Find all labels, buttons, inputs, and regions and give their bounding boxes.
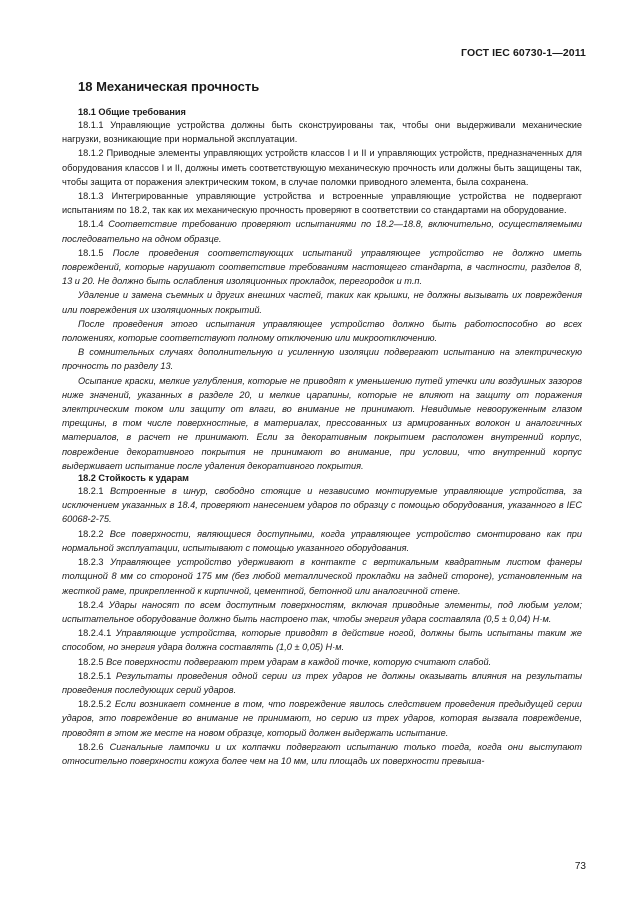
clause-number: 18.1.5: [78, 247, 104, 258]
clause-text: Управляющие устройства, которые приводят в действие ногой, должны быть испытаны таким же способом, но энергия удара должна составлять (1,0 ± 0,05) Н·м.: [62, 628, 582, 653]
clause-number: 18.2.1: [78, 486, 104, 497]
paragraph-18-1-3: 18.1.3 Интегрированные управляющие устройства и встроенные управляющие устройства не подвергают испытаниям по 18.2, так как их механическую прочность проверяют в соответствии со стандартами на оборудование.: [62, 191, 582, 216]
paragraph-18-1-2: 18.1.2 Приводные элементы управляющих устройств классов I и II и управляющих устройств, предназначенных для оборудования классов I и II, должны иметь соответствующую механическую прочность или должны быть защищены так, чтобы защита от поражения электрическим током, в случае поломки приводного элемента, была сохранена.: [62, 148, 582, 187]
clause-number: 18.2.2: [78, 528, 104, 539]
page-number: 73: [574, 861, 586, 872]
clause-number: 18.2.4.1: [78, 628, 112, 639]
paragraph-18-2-2: [62, 527, 582, 555]
paragraph-18-2-5-1: [62, 669, 582, 697]
clause-text: Удары наносят по всем доступным поверхностям, включая приводные элементы, под любым углом; испытательное оборудование должно быть настроено так, чтобы энергия удара составляла (0,5 ± 0,04) Н·м.: [62, 599, 582, 624]
clause-text: Управляющее устройство удерживают в контакте с вертикальным квадратным листом фанеры толщиной 8 мм со стороной 175 мм (без любой металлической прокладки на задней стороне), установленным на жесткой раме, прикрепленной к кирпичной, цементной, бетонной или аналогичной стене.: [62, 557, 582, 596]
clause-number: 18.2.5.2: [78, 699, 112, 710]
page-content: [62, 79, 582, 768]
clause-text: Все поверхности подвергают трем ударам в каждой точке, которую считают слабой.: [106, 656, 492, 667]
paragraph-18-2-5: [62, 655, 582, 669]
clause-text: Сигнальные лампочки и их колпачки подвергают испытанию только тогда, когда они выступают относительно поверхности кожуха более чем на 10 мм, или площадь их поверхности превыша-: [62, 741, 582, 766]
paragraph-18-2-5-2: [62, 697, 582, 740]
clause-number: 18.2.5.1: [78, 670, 112, 681]
clause-text: Результаты проведения одной серии из трех ударов не должны оказывать влияния на результаты проведения последующих серий ударов.: [62, 670, 582, 695]
clause-text: Все поверхности, являющиеся доступными, когда управляющее устройство смонтировано как при нормальной эксплуатации, испытывают с помощью указанного оборудования.: [62, 528, 582, 553]
clause-number: 18.2.3: [78, 557, 104, 568]
standard-header: ГОСТ IEC 60730-1—2011: [461, 47, 586, 59]
clause-number: 18.2.6: [78, 741, 104, 752]
subsection-title-18-2: 18.2 Стойкость к ударам: [78, 473, 189, 484]
paragraph-18-2-6: [62, 740, 582, 768]
clause-text: После проведения соответствующих испытаний управляющее устройство не должно иметь повреждений, которые нарушают соответствие требованиям настоящего стандарта, в частности, разделов 8, 13 и 20. Не должно быть ослабления изоляционных прокладок, перегородок и т.п.: [62, 247, 583, 287]
section-title: 18 Механическая прочность: [78, 79, 260, 94]
clause-number: 18.1.4: [78, 219, 104, 230]
paragraph-18-1-1: 18.1.1 Управляющие устройства должны быть сконструированы так, чтобы они выдерживали механические нагрузки, возникающие при нормальной эксплуатации.: [62, 120, 582, 145]
clause-text: Если возникает сомнение в том, что повреждение явилось следствием проведения предыдущей серии ударов, это повреждение во внимание не принимают, но серию из трех ударов, которая вызвала повреждение, проводят в этом же месте на новом образце, который должен выдержать испытание.: [62, 699, 582, 738]
clause-text: Встроенные в шнур, свободно стоящие и независимо монтируемые управляющие устройства, за исключением указанных в 18.4, проверяют нанесением ударов по образцу с помощью оборудования, указанного в IEC 60068-2-75.: [62, 486, 582, 525]
subsection-title-18-1: 18.1 Общие требования: [78, 107, 186, 117]
clause-text: Соответствие требованию проверяют испытаниями по 18.2—18.8, включительно, осуществляемыми последовательно на одном образце.: [62, 219, 582, 244]
paragraph-18-2-1: [62, 484, 582, 527]
clause-number: 18.2.5: [78, 656, 104, 667]
paragraph-removal: Удаление и замена съемных и других внешних частей, таких как крышки, не должны вызывать их повреждения или повреждения их изоляционных покрытий.: [62, 290, 582, 315]
paragraph-18-1-4: [62, 217, 582, 245]
clause-number: 18.2.4: [78, 599, 104, 610]
paragraph-18-2-4: [62, 598, 582, 626]
paragraph-18-2-3: [62, 555, 582, 598]
paragraph-18-1-5: [62, 246, 582, 289]
paragraph-after-test: После проведения этого испытания управляющее устройство должно быть работоспособно во всех положениях, которые соответствуют полному отключению или микроотключению.: [62, 318, 582, 344]
paragraph-18-2-4-1: [62, 626, 582, 654]
paragraph-doubt: В сомнительных случаях дополнительную и усиленную изоляции подвергают испытанию на электрическую прочность по разделу 13.: [62, 347, 582, 372]
paragraph-paint: Осыпание краски, мелкие углубления, которые не приводят к уменьшению путей утечки или воздушных зазоров ниже значений, указанных в разделе 20, и мелкие царапины, которые не влияют на защиту от поражения электрическим током или защиту от влаги, во внимание не принимают. Невидимые невооруженным глазом трещины, в том числе поверхностные, в материалах, прессованных из армированных волокон и аналогичных материалов, в расчет не принимают. Если за декоративным покрытием расположен внутренний корпус, повреждение декоративного покрытия не принимают во внимание, при условии, что внутренний корпус выдерживает испытание после удаления декоративного покрытия.: [62, 375, 582, 471]
